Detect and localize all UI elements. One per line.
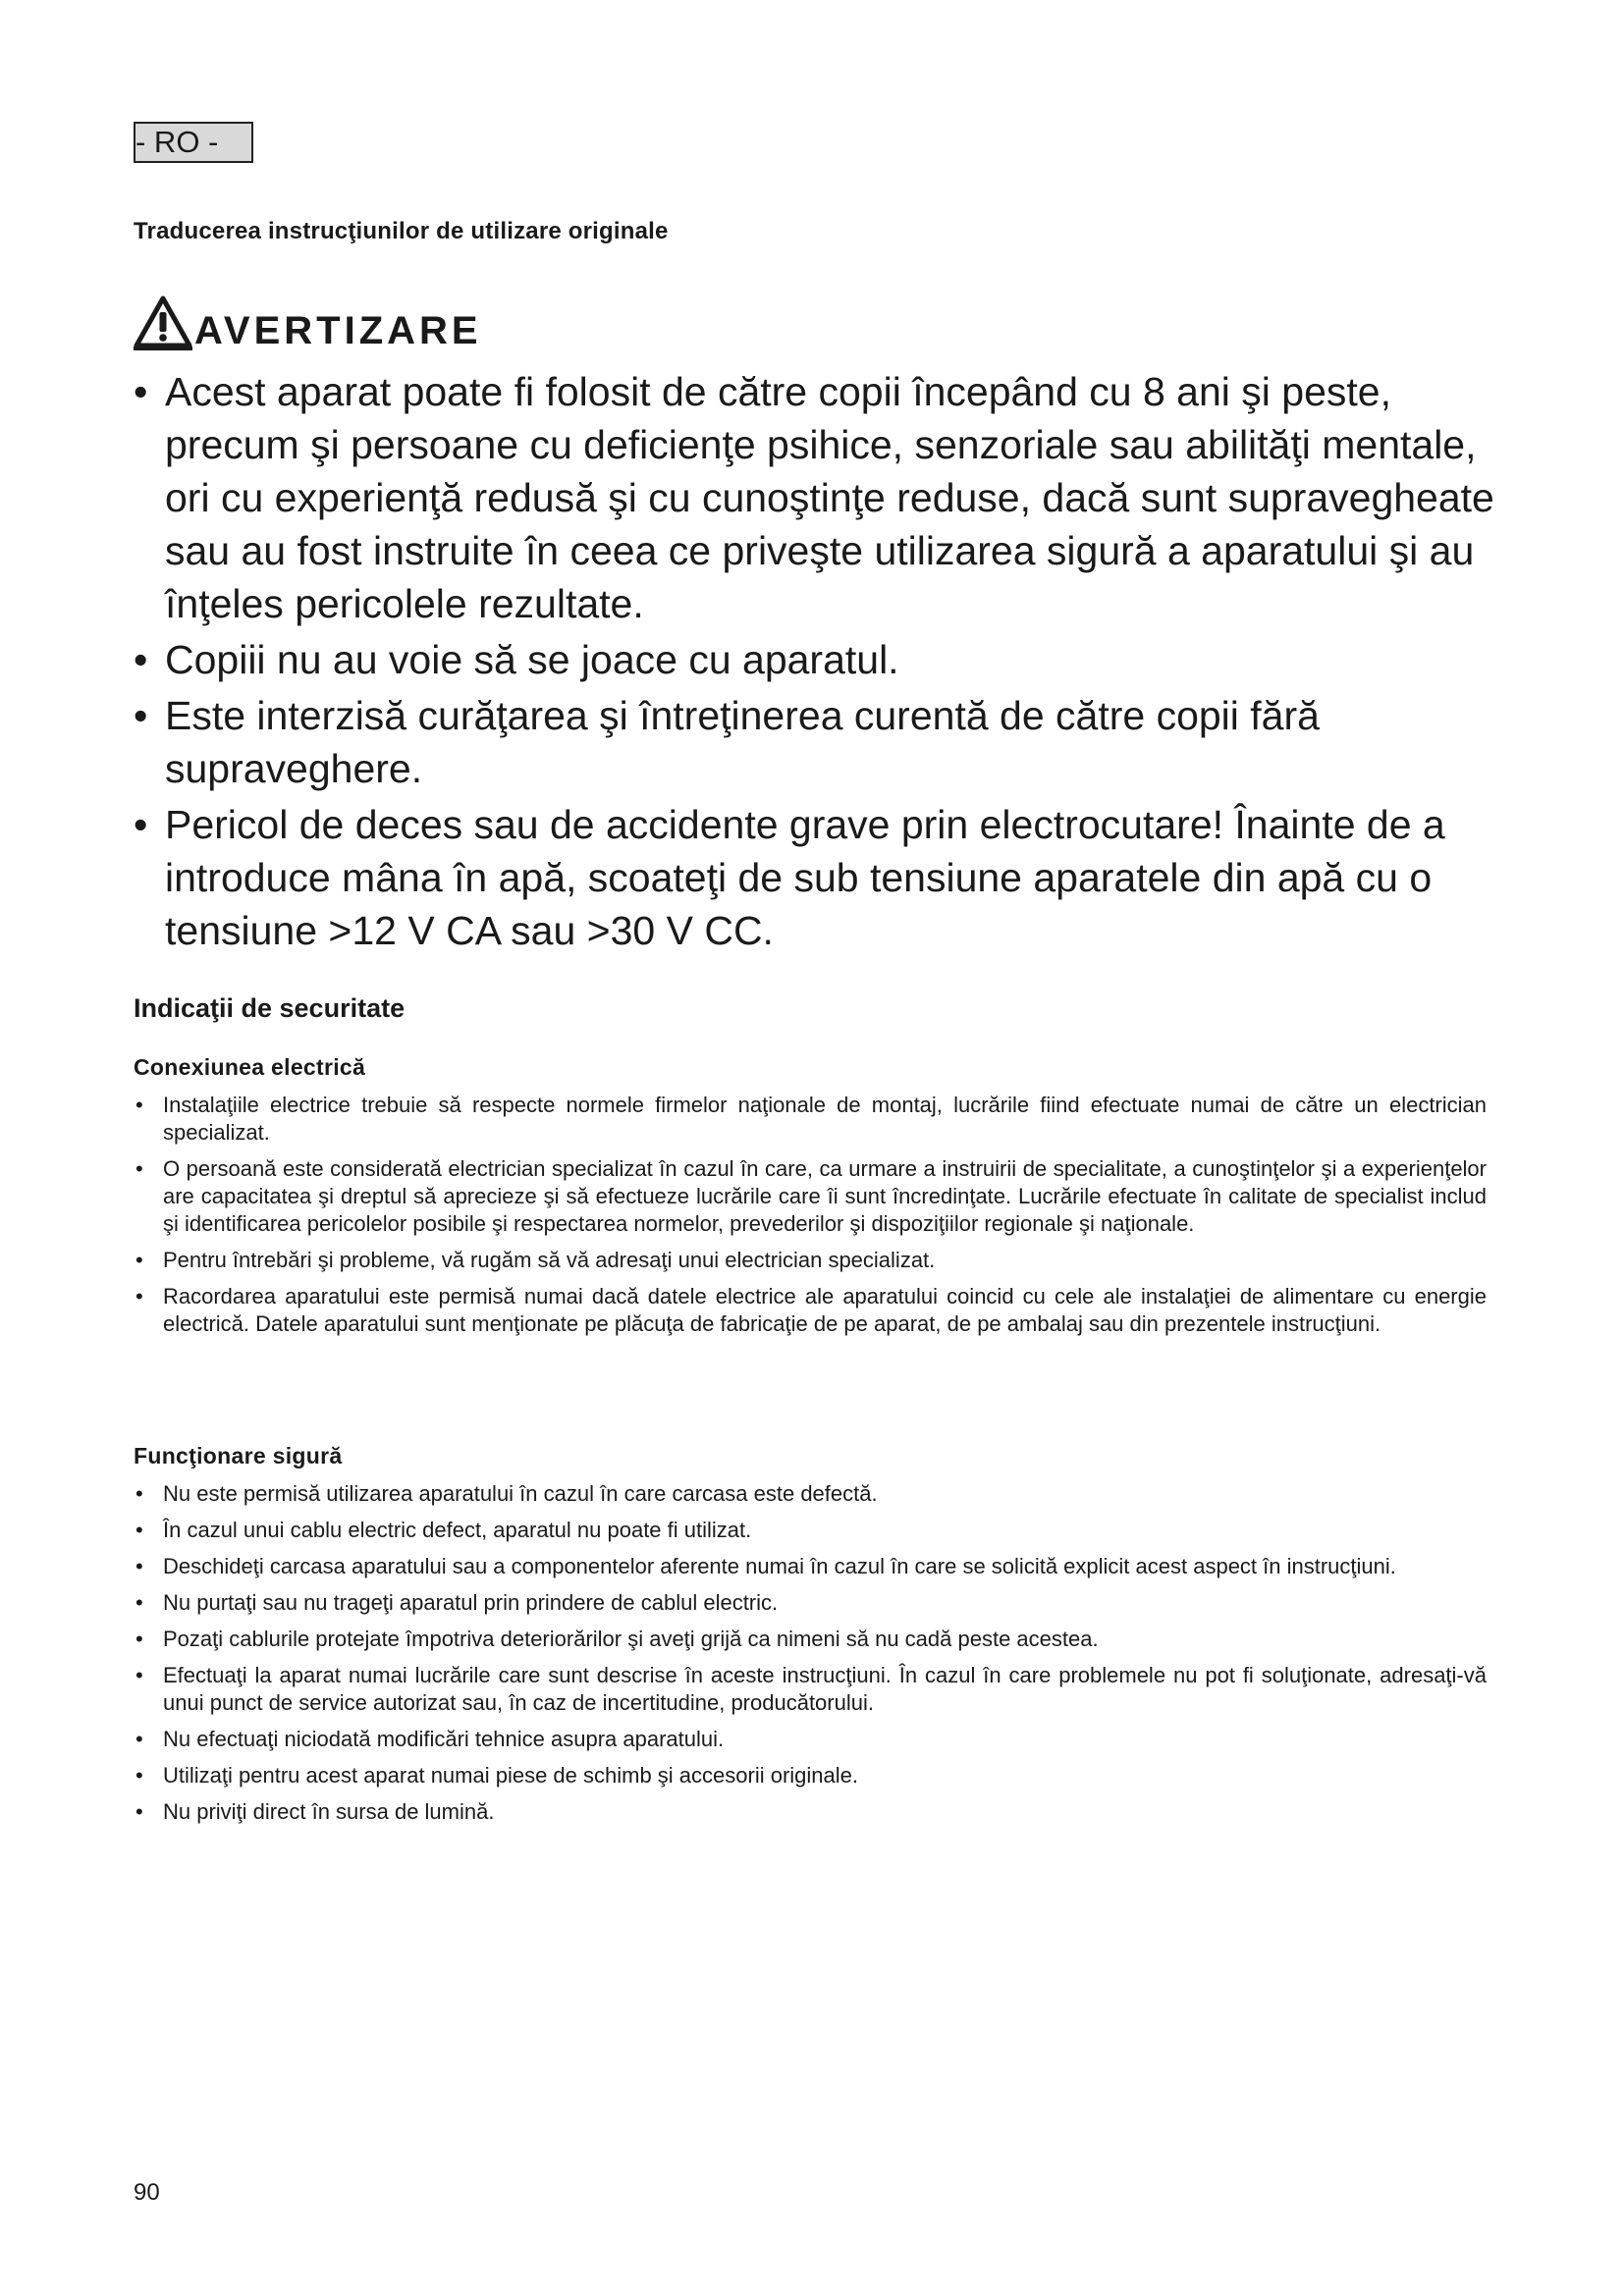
electrical-connection-title: Conexiunea electrică bbox=[134, 1054, 366, 1080]
list-item: • Nu este permisă utilizarea aparatului în cazul în care carcasa este defectă. bbox=[134, 1480, 1487, 1508]
language-badge: - RO - bbox=[134, 122, 253, 163]
electrical-connection-list bbox=[134, 1092, 1487, 1347]
list-item: • Efectuaţi la aparat numai lucrările care sunt descrise în aceste instrucţiuni. În cazul în care problemele nu pot fi soluţionate, adresaţi-vă unui punct de service autorizat sau, în caz de incertitudine, producătorului. bbox=[134, 1662, 1487, 1717]
warning-item: • Acest aparat poate fi folosit de către copii începând cu 8 ani şi peste, precum şi persoane cu deficienţe psihice, senzoriale sau abilităţi mentale, ori cu experienţă redusă şi cu cunoştinţe reduse, dacă sunt supravegheate sau au fost instruite în ceea ce priveşte utilizarea sigură a aparatului şi au înţeles pericolele rezultate. bbox=[134, 365, 1498, 630]
list-item: • Instalaţiile electrice trebuie să respecte normele firmelor naţionale de montaj, lucrările fiind efectuate numai de către un electrician specializat. bbox=[134, 1092, 1487, 1147]
warning-title: AVERTIZARE bbox=[194, 309, 482, 352]
list-item: • Nu priviţi direct în sursa de lumină. bbox=[134, 1798, 1487, 1826]
warning-heading bbox=[134, 283, 482, 351]
warning-list bbox=[134, 365, 1498, 960]
list-item: • Utilizaţi pentru acest aparat numai piese de schimb şi accesorii originale. bbox=[134, 1762, 1487, 1789]
safe-operation-list bbox=[134, 1480, 1487, 1835]
list-item: • Deschideţi carcasa aparatului sau a componentelor aferente numai în cazul în care se solicită explicit acest aspect în instrucţiuni. bbox=[134, 1553, 1487, 1580]
page-number: 90 bbox=[134, 2179, 160, 2206]
list-item: • O persoană este considerată electrician specializat în cazul în care, ca urmare a instruirii de specialitate, a cunoştinţelor şi a experienţelor are capacitatea şi dreptul să aprecieze şi să efectueze lucrările care îi sunt încredinţate. Lucrările efectuate în calitate de specialist includ şi identificarea pericolelor posibile şi respectarea normelor, prevederilor şi dispoziţiilor regionale şi naţionale. bbox=[134, 1155, 1487, 1238]
warning-item: • Pericol de deces sau de accidente grave prin electrocutare! Înainte de a introduce mâna în apă, scoateţi de sub tensiune aparatele din apă cu o tensiune >12 V CA sau >30 V CC. bbox=[134, 798, 1498, 957]
list-item: • În cazul unui cablu electric defect, aparatul nu poate fi utilizat. bbox=[134, 1517, 1487, 1544]
list-item: • Pozaţi cablurile protejate împotriva deteriorărilor şi aveţi grijă ca nimeni să nu cadă peste acestea. bbox=[134, 1626, 1487, 1653]
list-item: • Nu purtaţi sau nu trageţi aparatul prin prindere de cablul electric. bbox=[134, 1589, 1487, 1617]
document-subtitle: Traducerea instrucţiunilor de utilizare originale bbox=[134, 218, 669, 244]
list-item: • Pentru întrebări şi probleme, vă rugăm să vă adresaţi unui electrician specializat. bbox=[134, 1247, 1487, 1274]
warning-item: • Copiii nu au voie să se joace cu aparatul. bbox=[134, 633, 1498, 686]
list-item: • Racordarea aparatului este permisă numai dacă datele electrice ale aparatului coincid cu cele ale instalaţiei de alimentare cu energie electrică. Datele aparatului sunt menţionate pe plăcuţa de fabricaţie de pe aparat, de pe ambalaj sau din prezentele instrucţiuni. bbox=[134, 1283, 1487, 1338]
warning-item: • Este interzisă curăţarea şi întreţinerea curentă de către copii fără supraveghere. bbox=[134, 689, 1498, 795]
safe-operation-title: Funcţionare sigură bbox=[134, 1443, 343, 1468]
list-item: • Nu efectuaţi niciodată modificări tehnice asupra aparatului. bbox=[134, 1726, 1487, 1753]
safety-section-title: Indicaţii de securitate bbox=[134, 993, 406, 1023]
warning-triangle-icon bbox=[134, 294, 192, 351]
